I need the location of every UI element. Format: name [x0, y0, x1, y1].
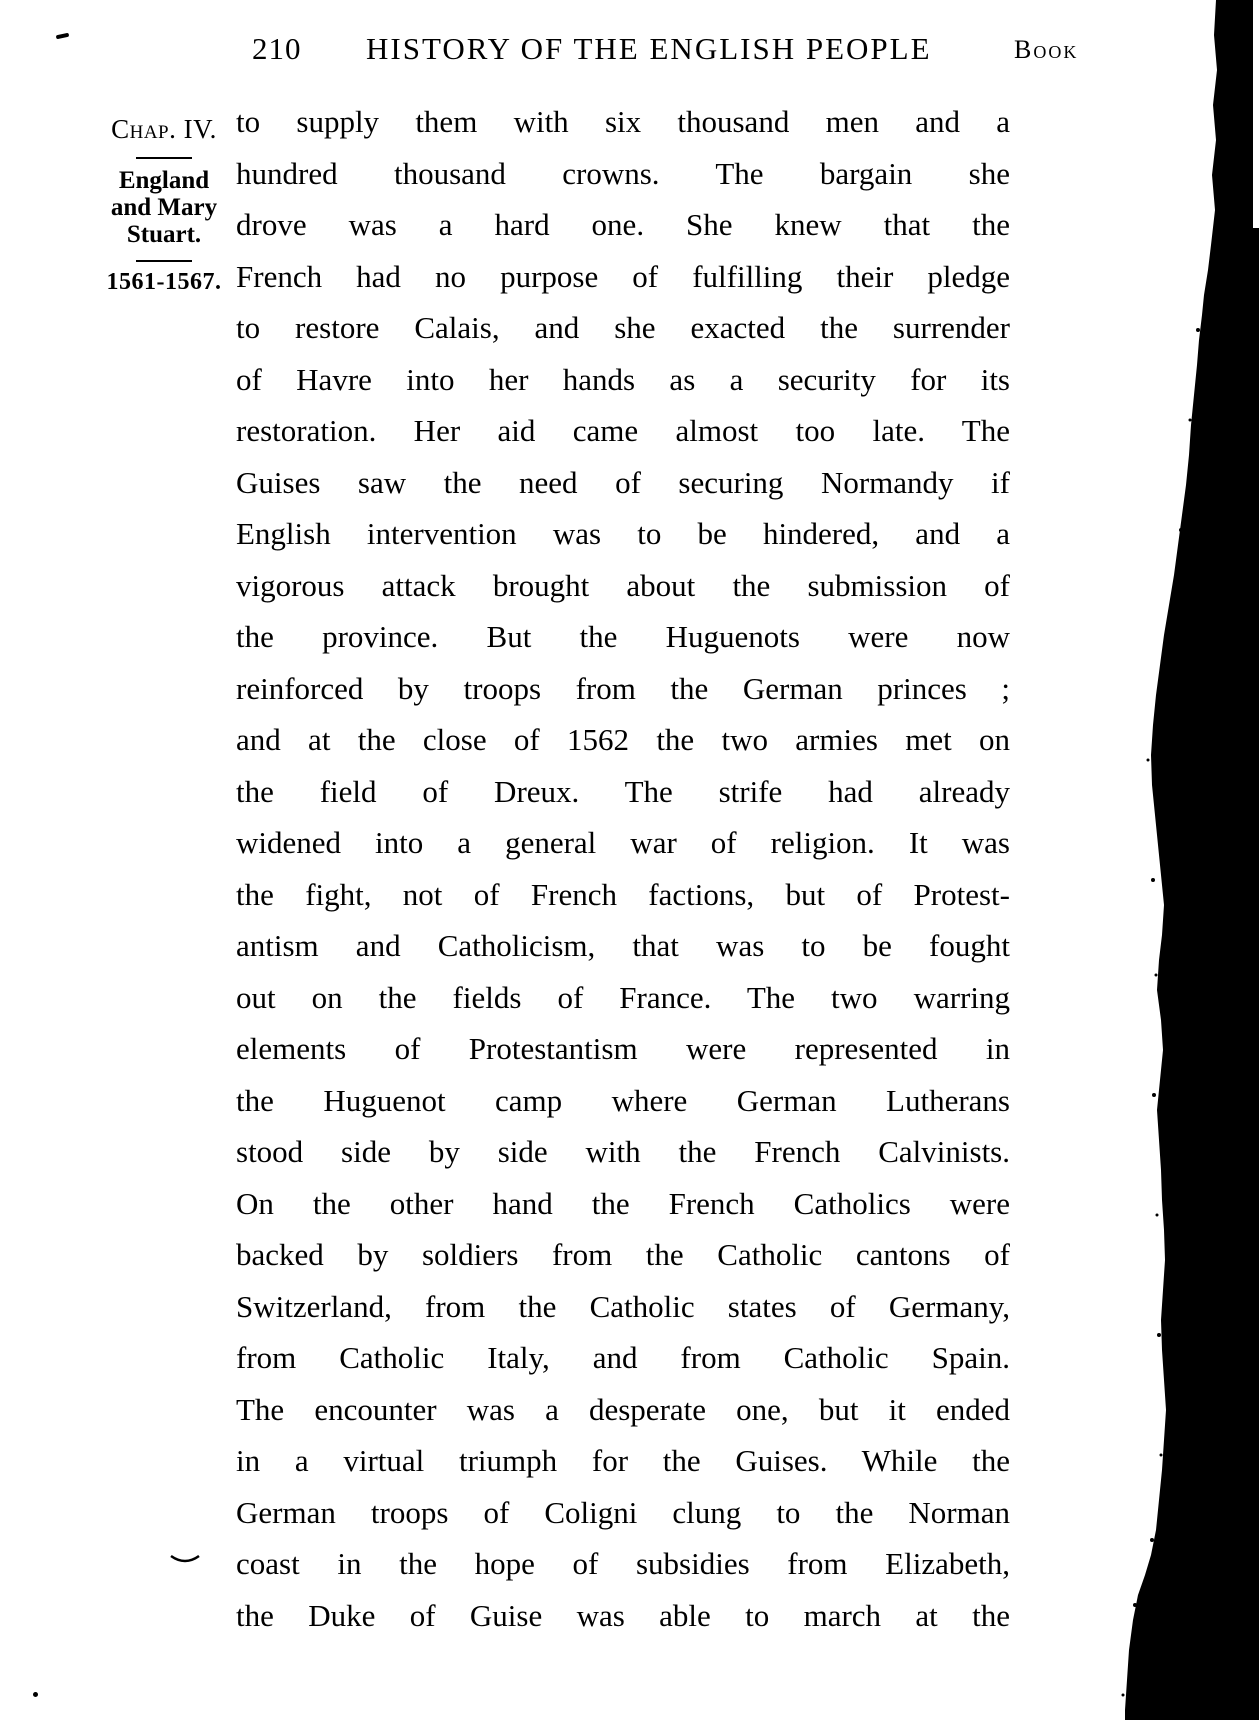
body-line: widened into a general war of religion. It was	[236, 825, 1010, 860]
body-line: and at the close of 1562 the two armies met on	[236, 722, 1010, 757]
margin-heading	[88, 167, 240, 248]
scan-speck-dash	[56, 33, 70, 40]
body-text	[236, 96, 1010, 1641]
body-line: German troops of Coligni clung to the Norman	[236, 1494, 1010, 1530]
margin-rule-bottom	[136, 260, 192, 262]
body-line: English intervention was to be hindered, and a	[236, 516, 1010, 551]
body-line: the fight, not of French factions, but of Protest-	[236, 876, 1010, 912]
running-head-book-label: Book	[1014, 35, 1079, 64]
body-line: drove was a hard one. She knew that the	[236, 207, 1010, 242]
body-line: The encounter was a desperate one, but it ended	[236, 1391, 1010, 1427]
body-line: out on the fields of France. The two warring	[236, 979, 1010, 1015]
body-line: the Duke of Guise was able to march at the	[236, 1597, 1010, 1633]
scan-speck-curve	[170, 1554, 200, 1566]
body-line: elements of Protestantism were represented in	[236, 1031, 1010, 1066]
scan-edge-white-sliver	[1253, 0, 1259, 228]
margin-notes	[88, 0, 240, 400]
margin-rule-top	[136, 157, 192, 159]
margin-dates: 1561-1567.	[106, 269, 222, 295]
body-line: restoration. Her aid came almost too late. The	[236, 413, 1010, 448]
body-line: On the other hand the French Catholics were	[236, 1185, 1010, 1221]
page-number: 210	[252, 31, 302, 66]
body-line: in a virtual triumph for the Guises. While the	[236, 1443, 1010, 1478]
scan-speck-dot	[33, 1692, 38, 1697]
body-line: the province. But the Huguenots were now	[236, 619, 1010, 654]
body-line: Switzerland, from the Catholic states of Germany,	[236, 1288, 1010, 1324]
body-line: to restore Calais, and she exacted the surrender	[236, 310, 1010, 345]
body-line: from Catholic Italy, and from Catholic Spain.	[236, 1340, 1010, 1375]
body-line: vigorous attack brought about the submission of	[236, 567, 1010, 603]
body-line: Guises saw the need of securing Normandy if	[236, 464, 1010, 500]
body-line: backed by soldiers from the Catholic cantons of	[236, 1237, 1010, 1272]
body-line: the Huguenot camp where German Lutherans	[236, 1082, 1010, 1118]
body-line: coast in the hope of subsidies from Elizabeth,	[236, 1546, 1010, 1581]
margin-heading-line: Stuart.	[126, 221, 202, 248]
body-line: hundred thousand crowns. The bargain she	[236, 155, 1010, 191]
margin-heading-line: and Mary	[110, 194, 218, 221]
body-line: stood side by side with the French Calvinists.	[236, 1134, 1010, 1169]
body-line: reinforced by troops from the German princes ;	[236, 670, 1010, 706]
body-line: the field of Dreux. The strife had already	[236, 773, 1010, 809]
scan-dark-edge	[1118, 0, 1259, 1720]
body-line: to supply them with six thousand men and a	[236, 104, 1010, 139]
margin-heading-line: England	[118, 167, 210, 194]
body-line: French had no purpose of fulfilling their pledge	[236, 258, 1010, 294]
body-line: of Havre into her hands as a security for its	[236, 361, 1010, 397]
body-line: antism and Catholicism, that was to be fought	[236, 928, 1010, 963]
running-head-title: HISTORY OF THE ENGLISH PEOPLE	[366, 31, 932, 66]
margin-chapter-label: Chap. IV.	[111, 114, 217, 144]
